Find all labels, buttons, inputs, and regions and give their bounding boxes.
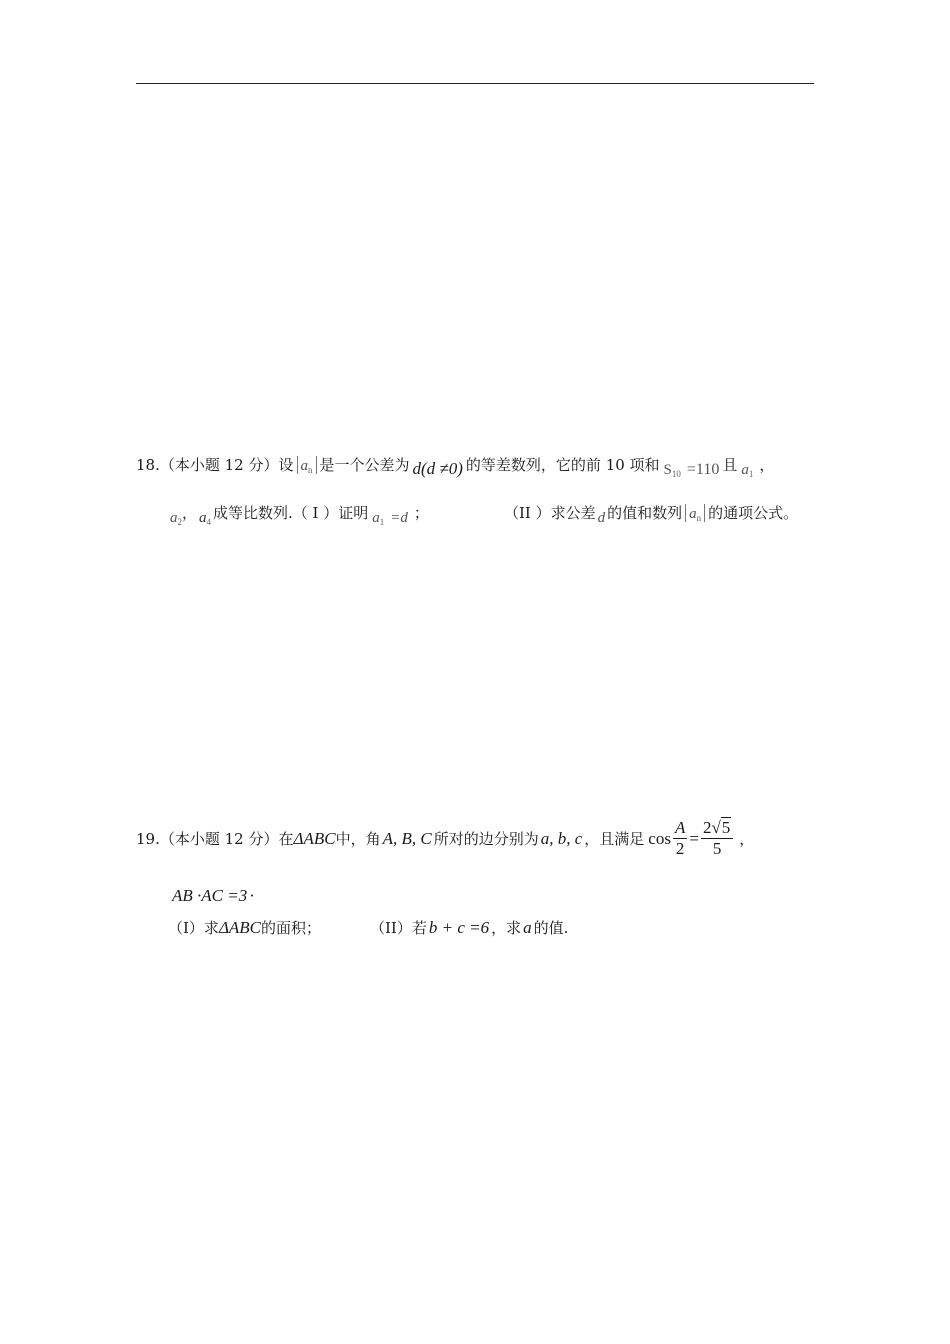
seq-an2-a: a bbox=[689, 506, 697, 522]
q18-number: 18. bbox=[136, 456, 160, 474]
q18-line-2 bbox=[170, 503, 429, 528]
p1-sub: 1 bbox=[379, 517, 385, 527]
q19-part2-end: 的值. bbox=[533, 919, 569, 937]
frac2-denominator: 5 bbox=[701, 838, 733, 859]
q18-text-seq: 的等差数列，它的前 10 项和 bbox=[465, 456, 660, 474]
q18-line-1 bbox=[136, 455, 774, 480]
q19-part1-text: 的面积； bbox=[261, 919, 322, 937]
q19-line-3 bbox=[168, 918, 321, 938]
q19-text-sides: 所对的边分别为 bbox=[433, 829, 539, 848]
p1-a: a bbox=[372, 510, 380, 526]
a2-sub: 2 bbox=[177, 517, 182, 527]
q18-line-2b bbox=[504, 503, 798, 528]
q19-number: 19. bbox=[136, 829, 160, 848]
d-symbol: d bbox=[597, 510, 606, 526]
dot-product-end: · bbox=[249, 886, 255, 905]
seq-an2-n: n bbox=[696, 513, 702, 523]
s10-sub: 10 bbox=[671, 469, 681, 479]
seq-an-n: n bbox=[308, 465, 313, 475]
abs-bar-right-2 bbox=[704, 504, 705, 522]
a2-a: a bbox=[170, 510, 178, 526]
q18-comma2: ， bbox=[182, 504, 198, 522]
abs-bar-right bbox=[316, 456, 317, 474]
a4-a: a bbox=[199, 510, 207, 526]
q19-comma-end: ， bbox=[739, 829, 755, 848]
q19-part2-var: a bbox=[523, 918, 532, 937]
s10-sym: S bbox=[663, 462, 672, 478]
q19-sides: a, b, c bbox=[540, 828, 583, 848]
q19-part2-expr: b + c =6 bbox=[428, 918, 490, 937]
q19-line-3b bbox=[370, 918, 568, 938]
header-rule bbox=[136, 83, 814, 84]
sqrt-icon: √5 bbox=[711, 818, 731, 837]
q18-comma: ， bbox=[759, 456, 775, 474]
q18-text-she: 设 bbox=[278, 456, 294, 474]
abs-bar-left-2 bbox=[685, 504, 686, 522]
dot-product-expr: AB ·AC =3 bbox=[172, 886, 248, 905]
q18-semicolon: ； bbox=[413, 504, 429, 522]
fraction-2root5-over-5 bbox=[701, 818, 733, 859]
s10-value: =110 bbox=[686, 461, 720, 478]
d-condition: d(d ≠0) bbox=[412, 459, 463, 478]
frac1-denominator: 2 bbox=[673, 838, 687, 859]
q19-text-satisfy: ，且满足 bbox=[584, 829, 645, 848]
q19-part1-label: （I）求 bbox=[168, 919, 219, 937]
q19-line-1 bbox=[136, 818, 754, 878]
q19-part2-text: ，求 bbox=[491, 919, 522, 937]
q18-text-shi: 是一个公差为 bbox=[319, 456, 410, 474]
cos-function: cos bbox=[648, 828, 671, 848]
frac1-numerator: A bbox=[674, 818, 686, 837]
q19-line-2 bbox=[172, 886, 255, 906]
q18-text-qie: 且 bbox=[722, 456, 738, 474]
frac2-radicand: 5 bbox=[721, 818, 731, 837]
q19-angles: A, B, C bbox=[382, 828, 432, 848]
p1-rest: =d bbox=[390, 510, 408, 526]
q18-text-part2: （II ）求公差 bbox=[504, 504, 596, 522]
q19-text-mid: 中，角 bbox=[335, 829, 381, 848]
a4-sub: 4 bbox=[206, 517, 212, 527]
a1-a: a bbox=[741, 462, 749, 478]
a1-sub: 1 bbox=[748, 469, 754, 479]
q19-triangle: ΔABC bbox=[293, 828, 336, 848]
q19-part2-label: （II）若 bbox=[370, 919, 427, 937]
q18-points: （本小题 12 分） bbox=[159, 456, 279, 474]
q18-text-geo: 成等比数列.（ I ）证明 bbox=[213, 504, 369, 522]
frac2-coef: 2 bbox=[702, 818, 712, 837]
q18-text-formula: 的通项公式。 bbox=[708, 504, 799, 522]
abs-bar-left bbox=[297, 456, 298, 474]
seq-an-a: a bbox=[300, 458, 308, 474]
equals-sign: = bbox=[689, 828, 699, 848]
q19-points: （本小题 12 分）在 bbox=[159, 829, 294, 848]
fraction-a-over-2 bbox=[673, 818, 687, 859]
q18-text-value: 的值和数列 bbox=[607, 504, 683, 522]
q19-part1-triangle: ΔABC bbox=[218, 918, 262, 937]
